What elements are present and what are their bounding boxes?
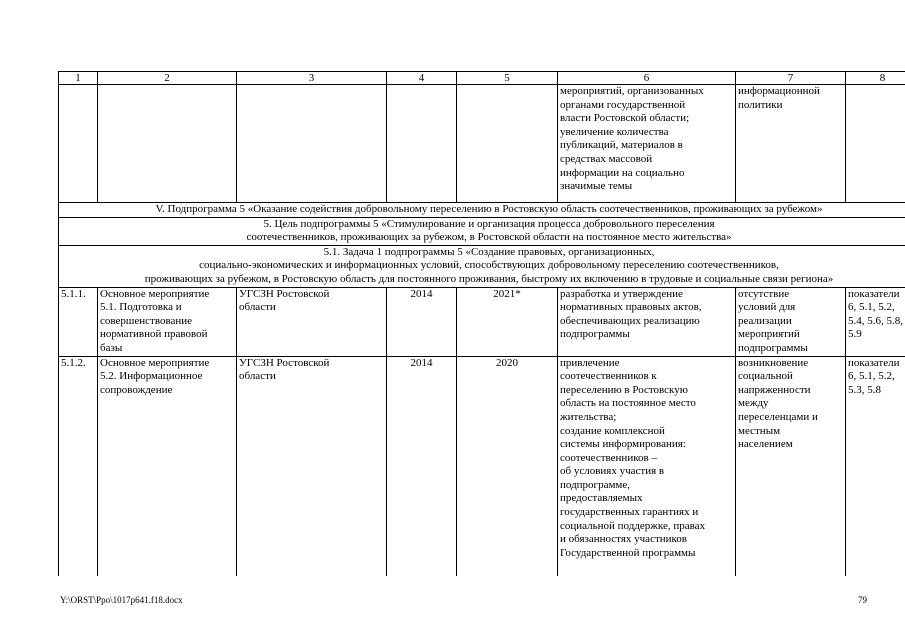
table-row bbox=[59, 287, 905, 356]
indicators: показатели 6, 5.1, 5.2, 5.4, 5.6, 5.8, 5.9 bbox=[846, 287, 905, 356]
empty-cell bbox=[59, 85, 98, 203]
measure-name: Основное мероприятие 5.1. Подготовка и совершенствование нормативной правовой базы bbox=[98, 287, 237, 356]
empty-cell bbox=[457, 85, 558, 203]
measure-name: Основное мероприятие 5.2. Информационное сопровождение bbox=[98, 356, 237, 576]
continued-row bbox=[59, 85, 905, 203]
empty-cell bbox=[98, 85, 237, 203]
consequence: возникновение социальной напряженности между переселенцами и местным населением bbox=[736, 356, 846, 576]
subprogram-title: V. Подпрограмма 5 «Оказание содействия добровольному переселению в Ростовскую область соотечественников, проживающих за рубежом» bbox=[59, 203, 905, 218]
expected-result: разработка и утверждение нормативных правовых актов, обеспечивающих реализацию подпрограммы bbox=[558, 287, 736, 356]
empty-cell bbox=[237, 85, 387, 203]
header-cell: 8 bbox=[846, 72, 905, 85]
header-cell: 6 bbox=[558, 72, 736, 85]
end-year: 2020 bbox=[457, 356, 558, 576]
executor: УГСЗН Ростовской области bbox=[237, 287, 387, 356]
header-row bbox=[59, 72, 905, 85]
empty-cell bbox=[387, 85, 457, 203]
consequence: отсутствие условий для реализации мероприятий подпрограммы bbox=[736, 287, 846, 356]
expected-result: привлечение соотечественников к переселению в Ростовскую область на постоянное место жительства; создание комплексной системы информирования: соотечественников – об условиях участия в подпрограмме, предоставляемых государственных гарантиях и социальной поддержке, правах и обязанностях участников Государственной программы bbox=[558, 356, 736, 576]
end-year: 2021* bbox=[457, 287, 558, 356]
task-text: 5.1. Задача 1 подпрограммы 5 «Создание правовых, организационных, социально-экономических и информационных условий, способствующих добровольному переселению соотечественников, проживающих за рубежом, в Ростовскую область для постоянного проживания, быстрому их включению в трудовые и социальные связи региона» bbox=[59, 245, 905, 287]
subprogram-row bbox=[59, 203, 905, 218]
table-row bbox=[59, 356, 905, 576]
goal-text: 5. Цель подпрограммы 5 «Стимулирование и организация процесса добровольного переселения соотечественников, проживающих за рубежом, в Ростовской области на постоянное место жительства» bbox=[59, 217, 905, 245]
header-cell: 4 bbox=[387, 72, 457, 85]
task-row bbox=[59, 245, 905, 287]
consequence-cell: информационной политики bbox=[736, 85, 846, 203]
start-year: 2014 bbox=[387, 356, 457, 576]
measures-table bbox=[58, 71, 905, 576]
page-number: 79 bbox=[858, 595, 867, 605]
header-cell: 7 bbox=[736, 72, 846, 85]
empty-cell bbox=[846, 85, 905, 203]
header-cell: 5 bbox=[457, 72, 558, 85]
header-cell: 3 bbox=[237, 72, 387, 85]
file-path-footer: Y:\ORST\Ppo\1017p641.f18.docx bbox=[60, 595, 183, 605]
header-cell: 2 bbox=[98, 72, 237, 85]
goal-row bbox=[59, 217, 905, 245]
row-number: 5.1.1. bbox=[59, 287, 98, 356]
executor: УГСЗН Ростовской области bbox=[237, 356, 387, 576]
start-year: 2014 bbox=[387, 287, 457, 356]
header-cell: 1 bbox=[59, 72, 98, 85]
result-cell: мероприятий, организованных органами государственной власти Ростовской области; увеличение количества публикаций, материалов в средствах массовой информации на социально значимые темы bbox=[558, 85, 736, 203]
row-number: 5.1.2. bbox=[59, 356, 98, 576]
indicators: показатели 6, 5.1, 5.2, 5.3, 5.8 bbox=[846, 356, 905, 576]
